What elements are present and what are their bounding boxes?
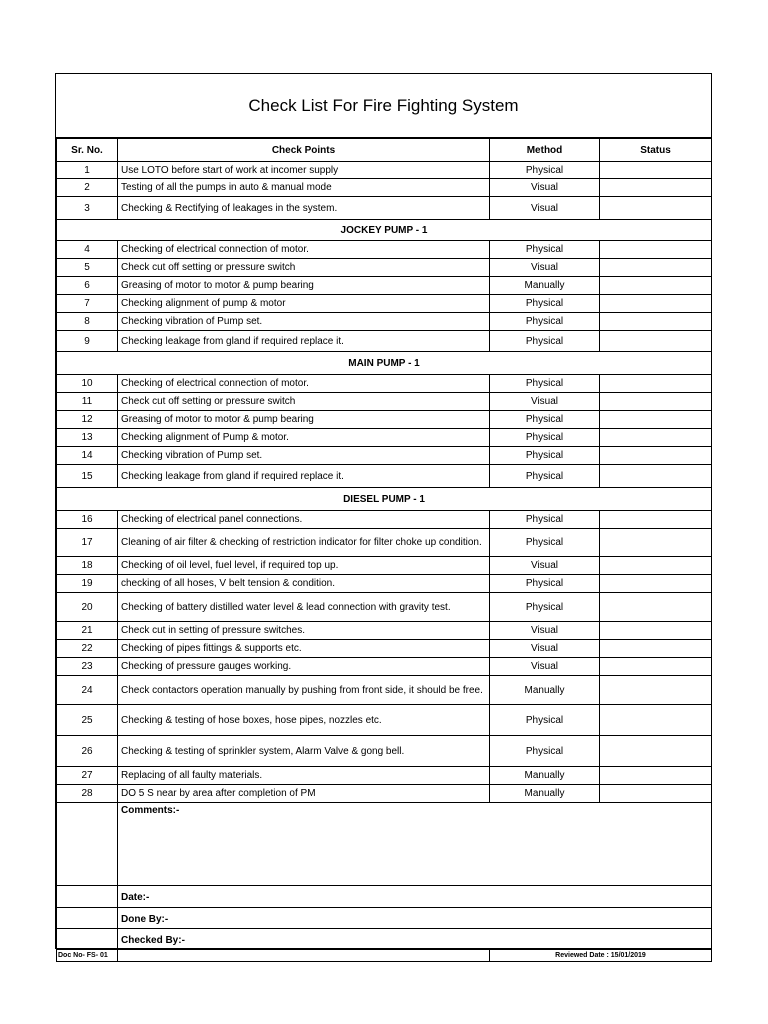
sr-no-cell: 8 <box>57 313 118 331</box>
header-row <box>57 139 712 162</box>
check-point-cell: Checking vibration of Pump set. <box>118 313 490 331</box>
check-point-cell: Checking vibration of Pump set. <box>118 447 490 465</box>
date-row <box>57 886 712 908</box>
checked-by-field[interactable]: Checked By:- <box>118 929 712 950</box>
method-cell: Visual <box>490 658 600 676</box>
status-cell[interactable] <box>600 313 712 331</box>
method-cell: Visual <box>490 259 600 277</box>
table-row <box>57 197 712 220</box>
status-cell[interactable] <box>600 295 712 313</box>
reviewed-date: Reviewed Date : 15/01/2019 <box>490 950 712 962</box>
header-method: Method <box>490 139 600 162</box>
sr-no-cell: 2 <box>57 179 118 197</box>
sr-no-cell: 9 <box>57 331 118 352</box>
table-row <box>57 393 712 411</box>
status-cell[interactable] <box>600 767 712 785</box>
method-cell: Visual <box>490 197 600 220</box>
sr-no-cell: 26 <box>57 736 118 767</box>
sr-no-cell: 10 <box>57 375 118 393</box>
sr-no-cell: 11 <box>57 393 118 411</box>
method-cell: Visual <box>490 179 600 197</box>
method-cell: Physical <box>490 465 600 488</box>
method-cell: Manually <box>490 676 600 705</box>
sr-no-cell: 4 <box>57 241 118 259</box>
check-point-cell: Checking of pipes fittings & supports etc. <box>118 640 490 658</box>
checklist-sheet <box>55 73 712 959</box>
check-point-cell: Cleaning of air filter & checking of restriction indicator for filter choke up condition. <box>118 529 490 557</box>
comments-field[interactable]: Comments:- <box>118 803 712 886</box>
sr-no-cell: 22 <box>57 640 118 658</box>
table-row <box>57 658 712 676</box>
method-cell: Manually <box>490 785 600 803</box>
status-cell[interactable] <box>600 393 712 411</box>
date-field[interactable]: Date:- <box>118 886 712 908</box>
sr-no-cell: 18 <box>57 557 118 575</box>
table-row <box>57 676 712 705</box>
table-row <box>57 375 712 393</box>
status-cell[interactable] <box>600 277 712 295</box>
section-main-pump: MAIN PUMP - 1 <box>57 352 712 375</box>
method-cell: Physical <box>490 447 600 465</box>
sr-no-cell: 27 <box>57 767 118 785</box>
method-cell: Manually <box>490 767 600 785</box>
status-cell[interactable] <box>600 658 712 676</box>
table-row <box>57 557 712 575</box>
sr-no-cell: 24 <box>57 676 118 705</box>
comments-row <box>57 803 712 886</box>
sr-no-cell: 14 <box>57 447 118 465</box>
method-cell: Manually <box>490 277 600 295</box>
check-point-cell: Replacing of all faulty materials. <box>118 767 490 785</box>
method-cell: Physical <box>490 529 600 557</box>
status-cell[interactable] <box>600 447 712 465</box>
table-row <box>57 447 712 465</box>
method-cell: Physical <box>490 511 600 529</box>
check-point-cell: DO 5 S near by area after completion of PM <box>118 785 490 803</box>
doc-info-blank <box>118 950 490 962</box>
status-cell[interactable] <box>600 429 712 447</box>
status-cell[interactable] <box>600 593 712 622</box>
done-by-field[interactable]: Done By:- <box>118 908 712 929</box>
table-row <box>57 465 712 488</box>
check-point-cell: Check cut off setting or pressure switch <box>118 259 490 277</box>
checked-by-row <box>57 929 712 950</box>
status-cell[interactable] <box>600 411 712 429</box>
done-by-blank-cell <box>57 908 118 929</box>
check-point-cell: Checking of electrical connection of motor. <box>118 375 490 393</box>
status-cell[interactable] <box>600 557 712 575</box>
check-point-cell: Testing of all the pumps in auto & manual mode <box>118 179 490 197</box>
status-cell[interactable] <box>600 465 712 488</box>
table-row <box>57 622 712 640</box>
status-cell[interactable] <box>600 179 712 197</box>
status-cell[interactable] <box>600 241 712 259</box>
table-row <box>57 640 712 658</box>
sr-no-cell: 15 <box>57 465 118 488</box>
comments-blank-cell <box>57 803 118 886</box>
group-diesel-pump <box>57 511 712 803</box>
method-cell: Physical <box>490 375 600 393</box>
check-point-cell: Checking & testing of sprinkler system, Alarm Valve & gong bell. <box>118 736 490 767</box>
check-point-cell: Checking of electrical panel connections. <box>118 511 490 529</box>
status-cell[interactable] <box>600 736 712 767</box>
sr-no-cell: 28 <box>57 785 118 803</box>
table-row <box>57 575 712 593</box>
table-row <box>57 411 712 429</box>
doc-info-row <box>57 950 712 962</box>
table-row <box>57 736 712 767</box>
table-row <box>57 767 712 785</box>
method-cell: Physical <box>490 593 600 622</box>
check-point-cell: checking of all hoses, V belt tension & condition. <box>118 575 490 593</box>
status-cell[interactable] <box>600 705 712 736</box>
method-cell: Visual <box>490 393 600 411</box>
sr-no-cell: 19 <box>57 575 118 593</box>
table-row <box>57 259 712 277</box>
group-main-pump <box>57 375 712 488</box>
table-row <box>57 277 712 295</box>
status-cell[interactable] <box>600 197 712 220</box>
section-jockey-pump: JOCKEY PUMP - 1 <box>57 220 712 241</box>
method-cell: Physical <box>490 429 600 447</box>
status-cell[interactable] <box>600 622 712 640</box>
checklist-table <box>56 138 712 962</box>
method-cell: Physical <box>490 575 600 593</box>
sr-no-cell: 12 <box>57 411 118 429</box>
sr-no-cell: 7 <box>57 295 118 313</box>
check-point-cell: Checking of oil level, fuel level, if required top up. <box>118 557 490 575</box>
sr-no-cell: 3 <box>57 197 118 220</box>
status-cell[interactable] <box>600 162 712 179</box>
page-title: Check List For Fire Fighting System <box>56 74 711 138</box>
status-cell[interactable] <box>600 785 712 803</box>
group-general <box>57 162 712 220</box>
status-cell[interactable] <box>600 331 712 352</box>
check-point-cell: Checking alignment of pump & motor <box>118 295 490 313</box>
group-jockey-pump <box>57 241 712 352</box>
table-row <box>57 705 712 736</box>
check-point-cell: Greasing of motor to motor & pump bearing <box>118 411 490 429</box>
table-row <box>57 529 712 557</box>
sr-no-cell: 16 <box>57 511 118 529</box>
check-point-cell: Check cut off setting or pressure switch <box>118 393 490 411</box>
section-diesel-pump: DIESEL PUMP - 1 <box>57 488 712 511</box>
table-row <box>57 593 712 622</box>
method-cell: Physical <box>490 241 600 259</box>
table-row <box>57 179 712 197</box>
sr-no-cell: 23 <box>57 658 118 676</box>
table-row <box>57 785 712 803</box>
header-check-points: Check Points <box>118 139 490 162</box>
status-cell[interactable] <box>600 676 712 705</box>
method-cell: Visual <box>490 622 600 640</box>
check-point-cell: Check cut in setting of pressure switches. <box>118 622 490 640</box>
section-row <box>57 488 712 511</box>
sr-no-cell: 13 <box>57 429 118 447</box>
method-cell: Physical <box>490 705 600 736</box>
status-cell[interactable] <box>600 575 712 593</box>
check-point-cell: Checking of electrical connection of motor. <box>118 241 490 259</box>
status-cell[interactable] <box>600 640 712 658</box>
header-status: Status <box>600 139 712 162</box>
status-cell[interactable] <box>600 375 712 393</box>
doc-number: Doc No- FS- 01 <box>57 950 118 962</box>
method-cell: Visual <box>490 557 600 575</box>
sr-no-cell: 5 <box>57 259 118 277</box>
table-row <box>57 295 712 313</box>
method-cell: Physical <box>490 295 600 313</box>
table-row <box>57 313 712 331</box>
checked-by-blank-cell <box>57 929 118 950</box>
table-row <box>57 429 712 447</box>
status-cell[interactable] <box>600 529 712 557</box>
check-point-cell: Checking & testing of hose boxes, hose pipes, nozzles etc. <box>118 705 490 736</box>
method-cell: Physical <box>490 162 600 179</box>
method-cell: Physical <box>490 331 600 352</box>
table-row <box>57 241 712 259</box>
sr-no-cell: 1 <box>57 162 118 179</box>
sr-no-cell: 21 <box>57 622 118 640</box>
table-row <box>57 162 712 179</box>
section-row <box>57 220 712 241</box>
table-row <box>57 331 712 352</box>
status-cell[interactable] <box>600 259 712 277</box>
table-row <box>57 511 712 529</box>
header-sr-no: Sr. No. <box>57 139 118 162</box>
check-point-cell: Checking of pressure gauges working. <box>118 658 490 676</box>
sr-no-cell: 20 <box>57 593 118 622</box>
method-cell: Visual <box>490 640 600 658</box>
section-row <box>57 352 712 375</box>
method-cell: Physical <box>490 736 600 767</box>
done-by-row <box>57 908 712 929</box>
sr-no-cell: 17 <box>57 529 118 557</box>
check-point-cell: Use LOTO before start of work at incomer supply <box>118 162 490 179</box>
sr-no-cell: 25 <box>57 705 118 736</box>
check-point-cell: Checking leakage from gland if required replace it. <box>118 331 490 352</box>
status-cell[interactable] <box>600 511 712 529</box>
check-point-cell: Checking & Rectifying of leakages in the system. <box>118 197 490 220</box>
method-cell: Physical <box>490 411 600 429</box>
sr-no-cell: 6 <box>57 277 118 295</box>
method-cell: Physical <box>490 313 600 331</box>
check-point-cell: Checking alignment of Pump & motor. <box>118 429 490 447</box>
check-point-cell: Checking leakage from gland if required replace it. <box>118 465 490 488</box>
check-point-cell: Checking of battery distilled water level & lead connection with gravity test. <box>118 593 490 622</box>
date-blank-cell <box>57 886 118 908</box>
check-point-cell: Check contactors operation manually by pushing from front side, it should be free. <box>118 676 490 705</box>
check-point-cell: Greasing of motor to motor & pump bearing <box>118 277 490 295</box>
